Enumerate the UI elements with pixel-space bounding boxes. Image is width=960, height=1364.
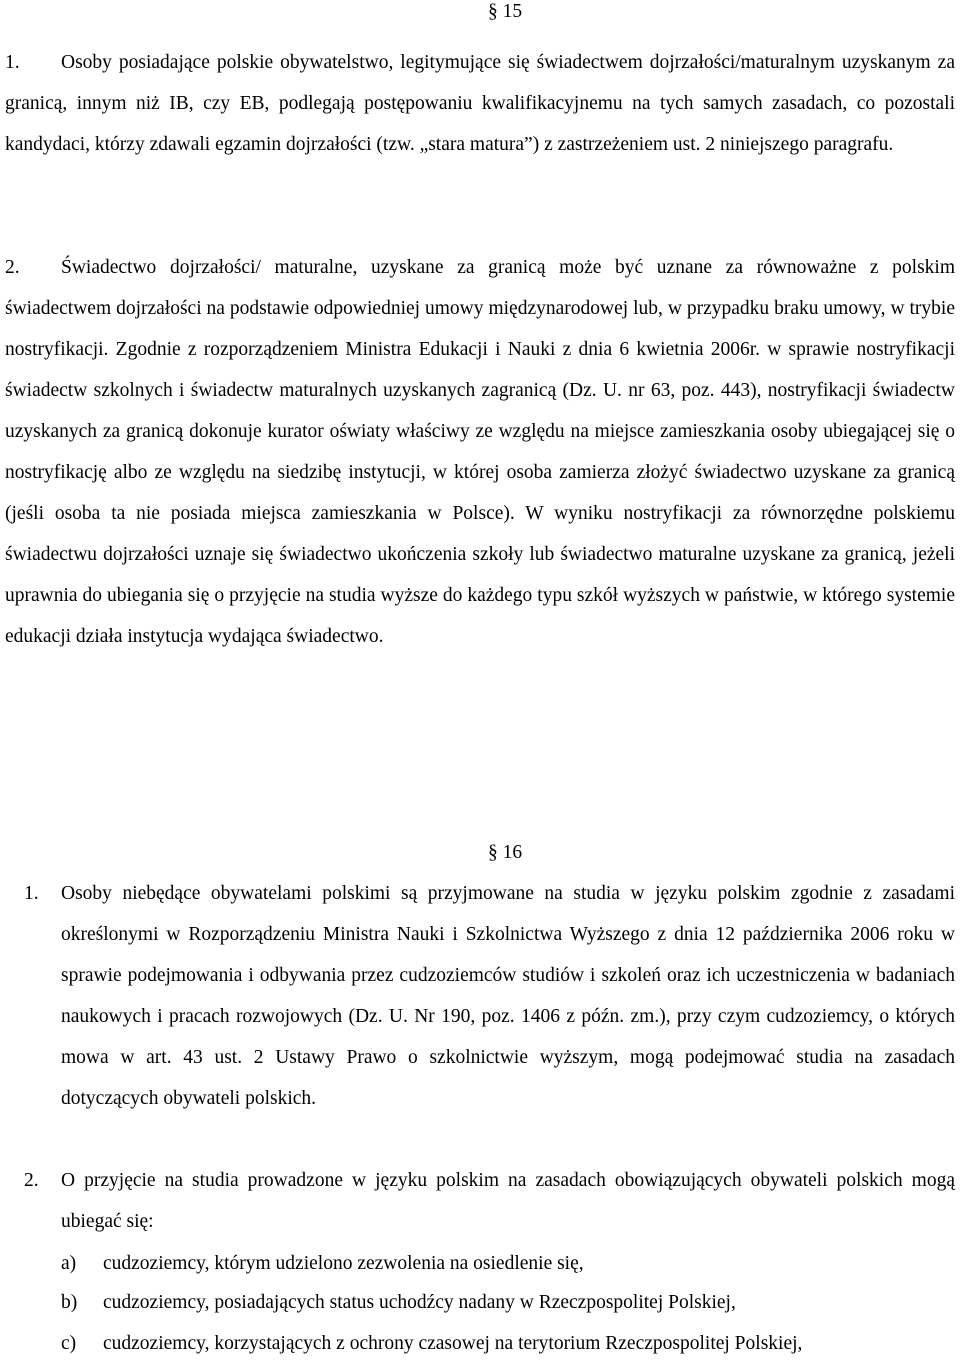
- subitem-letter: b): [61, 1292, 78, 1313]
- subitem-text: cudzoziemcy, posiadających status uchodźcy nadany w Rzeczpospolitej Polskiej,: [103, 1292, 736, 1313]
- section-16-subitem-a: [61, 1243, 584, 1284]
- item-number: 2.: [24, 1170, 39, 1191]
- item-text: Osoby posiadające polskie obywatelstwo, legitymujące się świadectwem dojrzałości/maturalnym uzyskanym za granicą, innym niż IB, czy EB, podlegają postępowaniu kwalifikacyjnemu na tych samych zasadach, co pozostali kandydaci, którzy zdawali egzamin dojrzałości (tzw. „stara matura”) z zastrzeżeniem ust. 2 niniejszego paragrafu.: [5, 52, 955, 155]
- section-15-item-2: [5, 247, 955, 657]
- subitem-letter: c): [61, 1333, 77, 1354]
- section-16-subitem-b: [61, 1282, 736, 1323]
- item-text: Świadectwo dojrzałości/ maturalne, uzyskane za granicą może być uznane za równoważne z polskim świadectwem dojrzałości na podstawie odpowiedniej umowy międzynarodowej lub, w przypadku braku umowy, w trybie nostryfikacji. Zgodnie z rozporządzeniem Ministra Edukacji i Nauki z dnia 6 kwietnia 2006r. w sprawie nostryfikacji świadectw szkolnych i świadectw maturalnych uzyskanych zagranicą (Dz. U. nr 63, poz. 443), nostryfikacji świadectw uzyskanych za granicą dokonuje kurator oświaty właściwy ze względu na miejsce zamieszkania osoby ubiegającej się o nostryfikację albo ze względu na siedzibę instytucji, w której osoba zamierza złożyć świadectwo uzyskane za granicą (jeśli osoba ta nie posiada miejsca zamieszkania w Polsce). W wyniku nostryfikacji za równorzędne polskiemu świadectwu dojrzałości uznaje się świadectwo ukończenia szkoły lub świadectwo maturalne uzyskane za granicą, jeżeli uprawnia do ubiegania się o przyjęcie na studia wyższe do każdego typu szkół wyższych w państwie, w którego systemie edukacji działa instytucja wydająca świadectwo.: [5, 257, 955, 647]
- item-number: 2.: [5, 257, 20, 278]
- section-16-item-2: [24, 1160, 955, 1242]
- subitem-text: cudzoziemcy, którym udzielono zezwolenia na osiedlenie się,: [103, 1253, 584, 1274]
- item-number: 1.: [24, 883, 39, 904]
- item-text: O przyjęcie na studia prowadzone w języku polskim na zasadach obowiązujących obywateli polskich mogą ubiegać się:: [61, 1170, 955, 1232]
- section-16-heading: § 16: [488, 842, 523, 863]
- subitem-text: cudzoziemcy, korzystających z ochrony czasowej na terytorium Rzeczpospolitej Polskiej,: [103, 1333, 803, 1354]
- section-16-item-1: [24, 873, 955, 1119]
- item-text: Osoby niebędące obywatelami polskimi są przyjmowane na studia w języku polskim zgodnie z zasadami określonymi w Rozporządzeniu Ministra Nauki i Szkolnictwa Wyższego z dnia 12 października 2006 roku w sprawie podejmowania i odbywania przez cudzoziemców studiów i szkoleń oraz ich uczestniczenia w badaniach naukowych i pracach rozwojowych (Dz. U. Nr 190, poz. 1406 z późn. zm.), przy czym cudzoziemcy, o których mowa w art. 43 ust. 2 Ustawy Prawo o szkolnictwie wyższym, mogą podejmować studia na zasadach dotyczących obywateli polskich.: [61, 883, 955, 1109]
- subitem-letter: a): [61, 1253, 77, 1274]
- item-number: 1.: [5, 52, 20, 73]
- section-15-heading: § 15: [488, 1, 523, 22]
- section-15-item-1: [5, 42, 955, 165]
